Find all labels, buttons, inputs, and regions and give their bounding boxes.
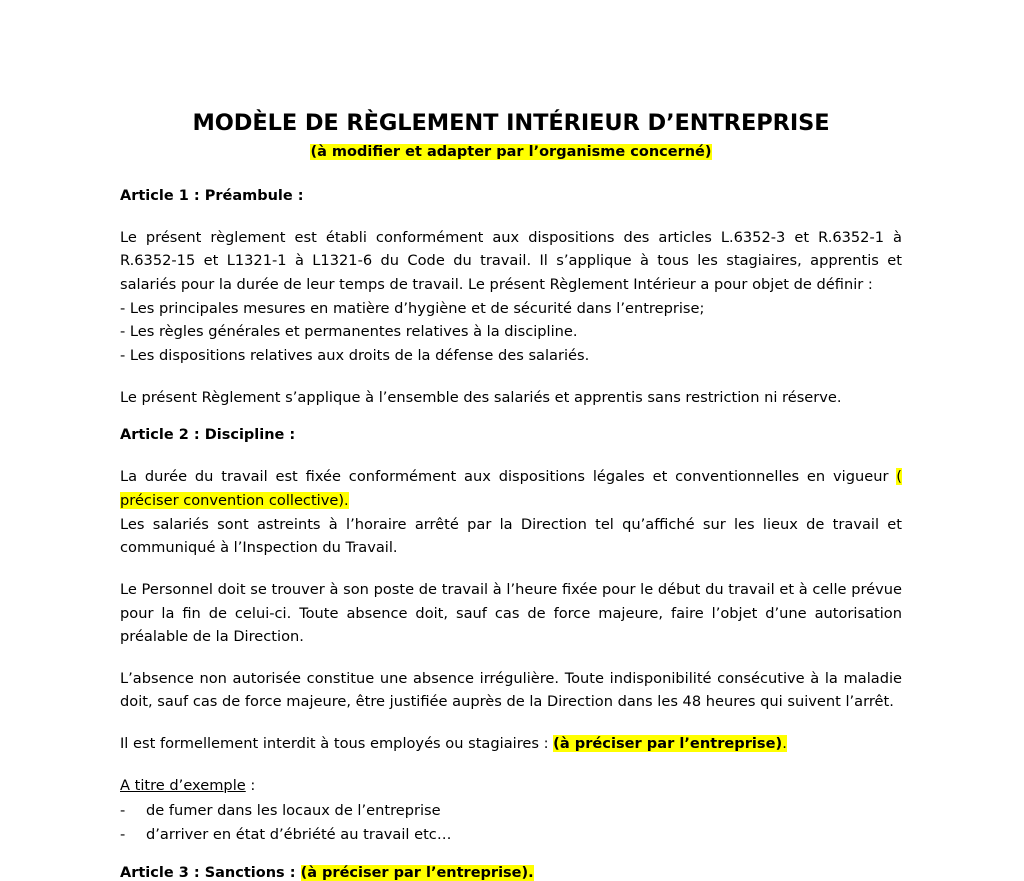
document-body [120, 0, 902, 881]
article-2-paragraph-2: Les salariés sont astreints à l’horaire arrêté par la Direction tel qu’affiché sur les lieux de travail et communiqué à l’Inspection du Travail. [120, 515, 902, 557]
example-label: A titre d’exemple [120, 776, 246, 794]
article-1-bullet-2: - Les règles générales et permanentes relatives à la discipline. [120, 323, 578, 341]
article-1-bullet-1: - Les principales mesures en matière d’hygiène et de sécurité dans l’entreprise; [120, 299, 705, 317]
list-item-label: de fumer dans les locaux de l’entreprise [146, 802, 441, 820]
page-title: MODÈLE DE RÈGLEMENT INTÉRIEUR D’ENTREPRISE [192, 110, 830, 136]
example-block [120, 774, 902, 847]
article-2-paragraph-1-text: La durée du travail est fixée conformément aux dispositions légales et conventionnelles en vigueur [120, 468, 897, 486]
list-dash: - [120, 802, 126, 820]
article-3-heading-text: Article 3 : Sanctions : [120, 864, 301, 881]
article-3-heading-highlight-bold: (à préciser par l’entreprise) [300, 864, 529, 881]
article-2-paragraph-5-highlight-bold: (à préciser par l’entreprise) [553, 735, 783, 753]
example-label-line [120, 774, 902, 798]
article-2-paragraph-1-highlight: ( préciser convention collective). [120, 468, 902, 509]
example-list [120, 799, 902, 846]
article-1-heading: Article 1 : Préambule : [120, 187, 304, 204]
article-2-heading: Article 2 : Discipline : [120, 427, 296, 444]
article-2-paragraph-1 [120, 465, 902, 512]
article-1-bullet-3: - Les dispositions relatives aux droits de la défense des salariés. [120, 347, 590, 365]
article-2-paragraph-5-text: Il est formellement interdit à tous employés ou stagiaires : [120, 735, 554, 753]
article-3-heading-highlight-end: . [528, 864, 534, 881]
spacer [120, 368, 902, 386]
article-1-paragraph-1: Le présent règlement est établi conformément aux dispositions des articles L.6352-3 et R.6352-1 à R.6352-15 et L1321-1 à L1321-6 du Code du travail. Il s’applique à tous les stagiaires, apprentis et salariés pour la durée de leur temps de travail. Le présent Règlement Intérieur a pour objet de définir : [120, 228, 902, 294]
page-subtitle-highlight: (à modifier et adapter par l’organisme concerné) [310, 144, 712, 160]
article-3-heading [120, 865, 902, 881]
article-1-paragraph-2: Le présent Règlement s’applique à l’ensemble des salariés et apprentis sans restriction ni réserve. [120, 388, 842, 406]
page-subtitle [120, 143, 902, 162]
list-item-label: d’arriver en état d’ébriété au travail etc… [146, 826, 452, 844]
article-2-paragraph-3: Le Personnel doit se trouver à son poste de travail à l’heure fixée pour le début du travail et à celle prévue pour la fin de celui-ci. Toute absence doit, sauf cas de force majeure, faire l’objet d’une autorisation préalable de la Direction. [120, 580, 902, 646]
example-label-colon: : [245, 776, 256, 794]
article-2-paragraph-4: L’absence non autorisée constitue une absence irrégulière. Toute indisponibilité consécutive à la maladie doit, sauf cas de force majeure, être justifiée auprès de la Direction dans les 48 heures qui suivent l’arrêt. [120, 669, 902, 711]
list-dash: - [120, 826, 126, 844]
article-2-paragraph-5 [120, 732, 902, 756]
list-item [120, 799, 902, 823]
list-item [120, 823, 902, 847]
article-3-heading-highlight [301, 865, 534, 881]
article-2-paragraph-5-highlight-end: . [782, 735, 787, 753]
